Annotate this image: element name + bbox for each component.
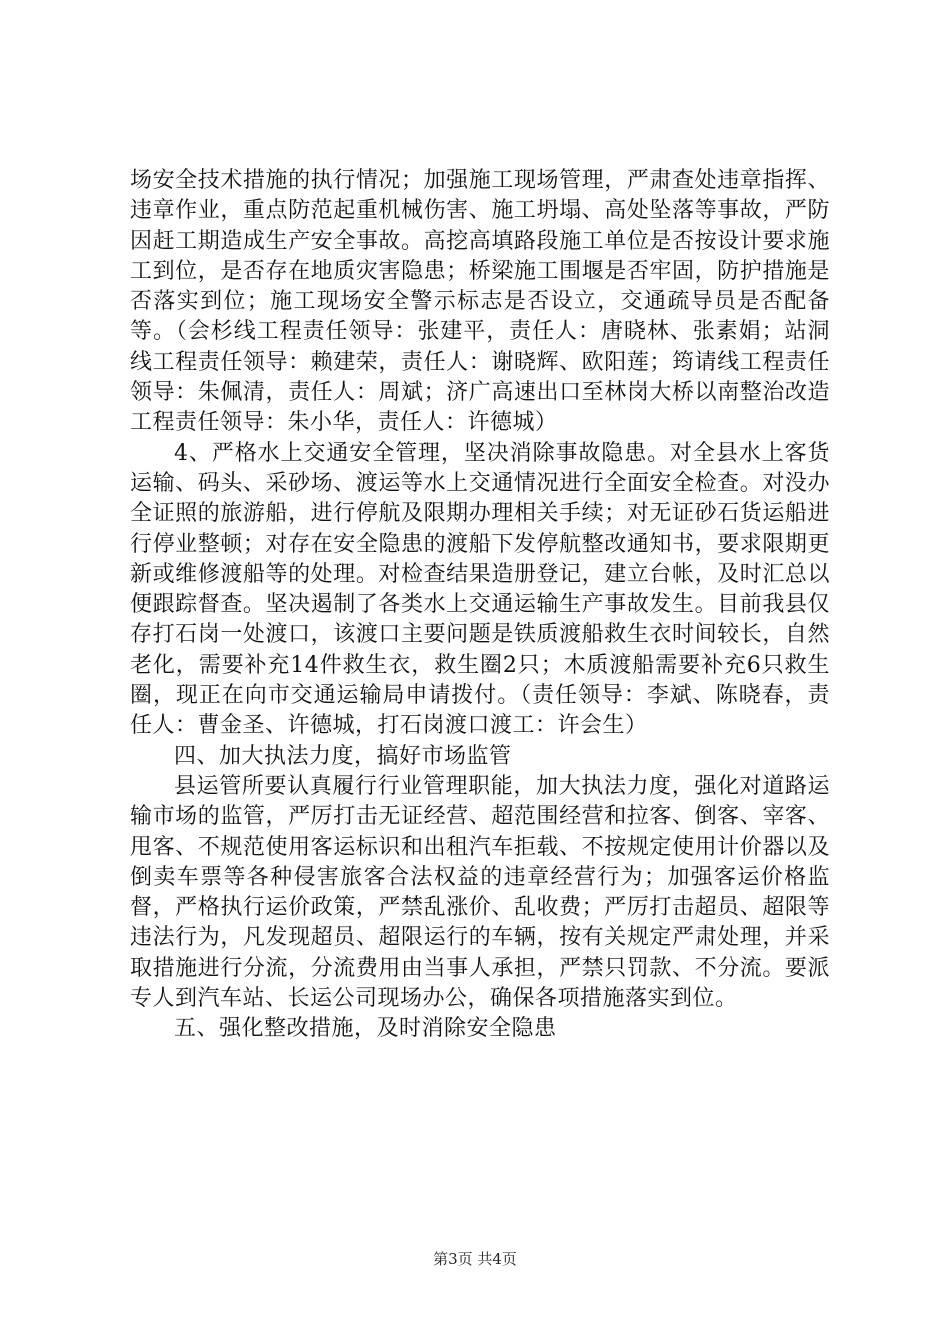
document-body xyxy=(130,166,830,1045)
page-number-footer: 第3页 共4页 xyxy=(433,1250,517,1268)
section-heading-enforcement: 四、加大执法力度，搞好市场监管 xyxy=(174,743,512,769)
paragraph-water-traffic: 4、严格水上交通安全管理，坚决消除事故隐患。对全县水上客货运输、码头、采砂场、渡运等水上交通情况进行全面安全检查。对没办全证照的旅游船，进行停航及限期办理相关手续；对无证砂石货运船进行停业整顿；对存在安全隐患的渡船下发停航整改通知书，要求限期更新或维修渡船等的处理。对检查结果造册登记，建立台帐，及时汇总以便跟踪督查。坚决遏制了各类水上交通运输生产事故发生。目前我县仅存打石岗一处渡口，该渡口主要问题是铁质渡船救生衣时间较长，自然老化，需要补充14件救生衣，救生圈2只；木质渡船需要补充6只救生圈，现正在向市交通运输局申请拨付。（责任领导：李斌、陈晓春，责任人：曹金圣、许德城，打石岗渡口渡工：许会生） xyxy=(130,440,830,739)
paragraph-market-supervision: 县运管所要认真履行行业管理职能，加大执法力度，强化对道路运输市场的监管，严厉打击无证经营、超范围经营和拉客、倒客、宰客、甩客、不规范使用客运标识和出租汽车拒载、不按规定使用计价器以及倒卖车票等各种侵害旅客合法权益的违章经营行为；加强客运价格监督，严格执行运价政策，严禁乱涨价、乱收费；严厉打击超员、超限等违法行为，凡发现超员、超限运行的车辆，按有关规定严肃处理，并采取措施进行分流，分流费用由当事人承担，严禁只罚款、不分流。要派专人到汽车站、长运公司现场办公，确保各项措施落实到位。 xyxy=(130,773,830,1012)
paragraph-construction-safety: 场安全技术措施的执行情况；加强施工现场管理，严肃查处违章指挥、违章作业，重点防范起重机械伤害、施工坍塌、高处坠落等事故，严防因赶工期造成生产安全事故。高挖高填路段施工单位是否按设计要求施工到位，是否存在地质灾害隐患；桥梁施工围堰是否牢固，防护措施是否落实到位；施工现场安全警示标志是否设立，交通疏导员是否配备等。（会杉线工程责任领导：张建平，责任人：唐晓林、张素娟；站洞线工程责任领导：赖建荣，责任人：谢晓辉、欧阳莲；筠请线工程责任领导：朱佩清，责任人：周斌；济广高速出口至林岗大桥以南整治改造工程责任领导：朱小华，责任人：许德城） xyxy=(130,168,830,436)
section-heading-rectification: 五、强化整改措施，及时消除安全隐患 xyxy=(174,1016,557,1042)
